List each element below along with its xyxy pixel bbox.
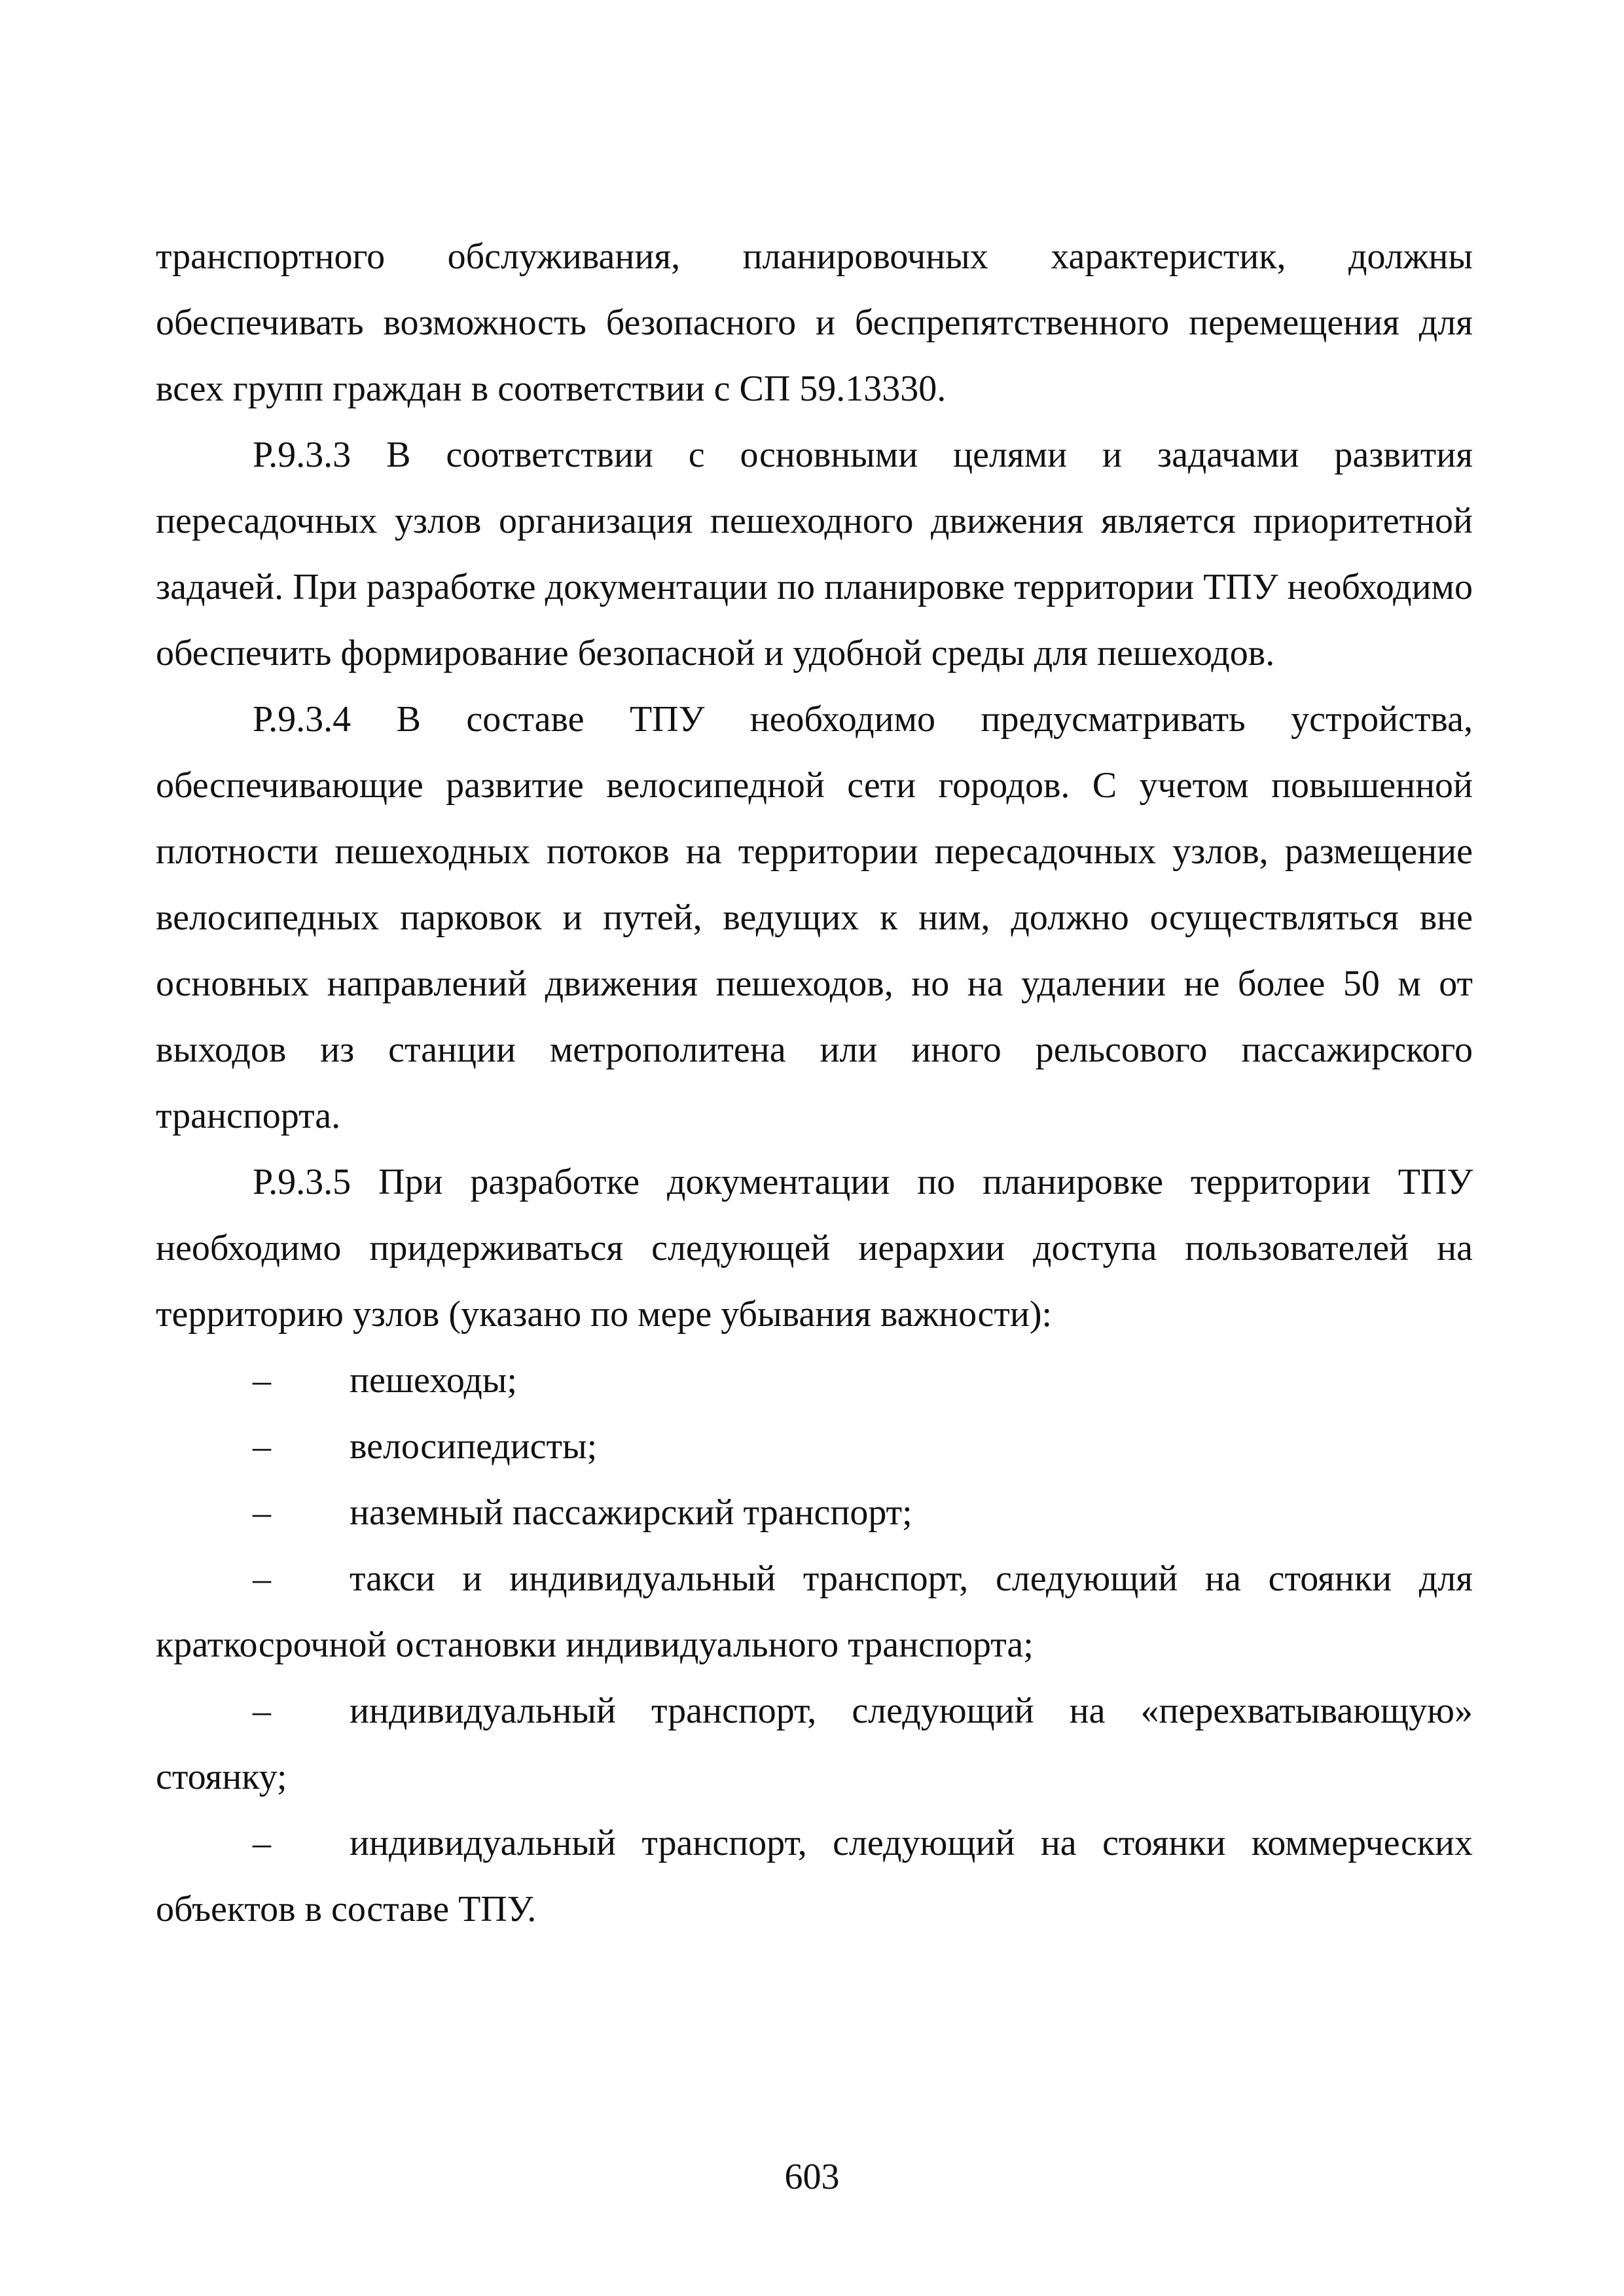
paragraph-r-9-3-5: Р.9.3.5 При разработке документации по планировке территории ТПУ необходимо придерживаться следующей иерархии доступа пользователей на территорию узлов (указано по мере убывания важности):: [156, 1162, 1473, 1335]
list-item-text: велосипедисты;: [350, 1426, 598, 1467]
list-dash: –: [253, 1691, 271, 1731]
list-item: [156, 1678, 1473, 1810]
list-item-text: пешеходы;: [350, 1360, 517, 1401]
list-item: [156, 1414, 1473, 1480]
list-dash: –: [253, 1558, 271, 1599]
paragraph-r-9-3-3: Р.9.3.3 В соответствии с основными целями и задачами развития пересадочных узлов организация пешеходного движения является приоритетной задачей. При разработке документации по планировке территории ТПУ необходимо обеспечить формирование безопасной и удобной среды для пешеходов.: [156, 435, 1473, 673]
page-body: [156, 224, 1473, 1943]
list-item: [156, 1546, 1473, 1678]
paragraph-r-9-3-4: Р.9.3.4 В составе ТПУ необходимо предусматривать устройства, обеспечивающие развитие велосипедной сети городов. С учетом повышенной плотности пешеходных потоков на территории пересадочных узлов, размещение велосипедных парковок и путей, ведущих к ним, должно осуществляться вне основных направлений движения пешеходов, но на удалении не более 50 м от выходов из станции метрополитена или иного рельсового пассажирского транспорта.: [156, 699, 1473, 1136]
list-item: [156, 1480, 1473, 1546]
list-dash: –: [253, 1492, 271, 1533]
access-hierarchy-list: [156, 1348, 1473, 1943]
paragraph-continued: транспортного обслуживания, планировочных характеристик, должны обеспечивать возможность безопасного и беспрепятственного перемещения для всех групп граждан в соответствии с СП 59.13330.: [156, 236, 1473, 409]
list-item: [156, 1810, 1473, 1943]
page-number: 603: [784, 2157, 840, 2197]
list-item-text: такси и индивидуальный транспорт, следующий на стоянки для краткосрочной остановки индивидуального транспорта;: [156, 1558, 1473, 1665]
list-item-text: индивидуальный транспорт, следующий на стоянки коммерческих объектов в составе ТПУ.: [156, 1823, 1473, 1929]
list-item: [156, 1348, 1473, 1414]
list-dash: –: [253, 1360, 271, 1401]
list-item-text: индивидуальный транспорт, следующий на «перехватывающую» стоянку;: [156, 1691, 1473, 1797]
list-item-text: наземный пассажирский транспорт;: [350, 1492, 912, 1533]
list-dash: –: [253, 1426, 271, 1467]
list-dash: –: [253, 1823, 271, 1863]
